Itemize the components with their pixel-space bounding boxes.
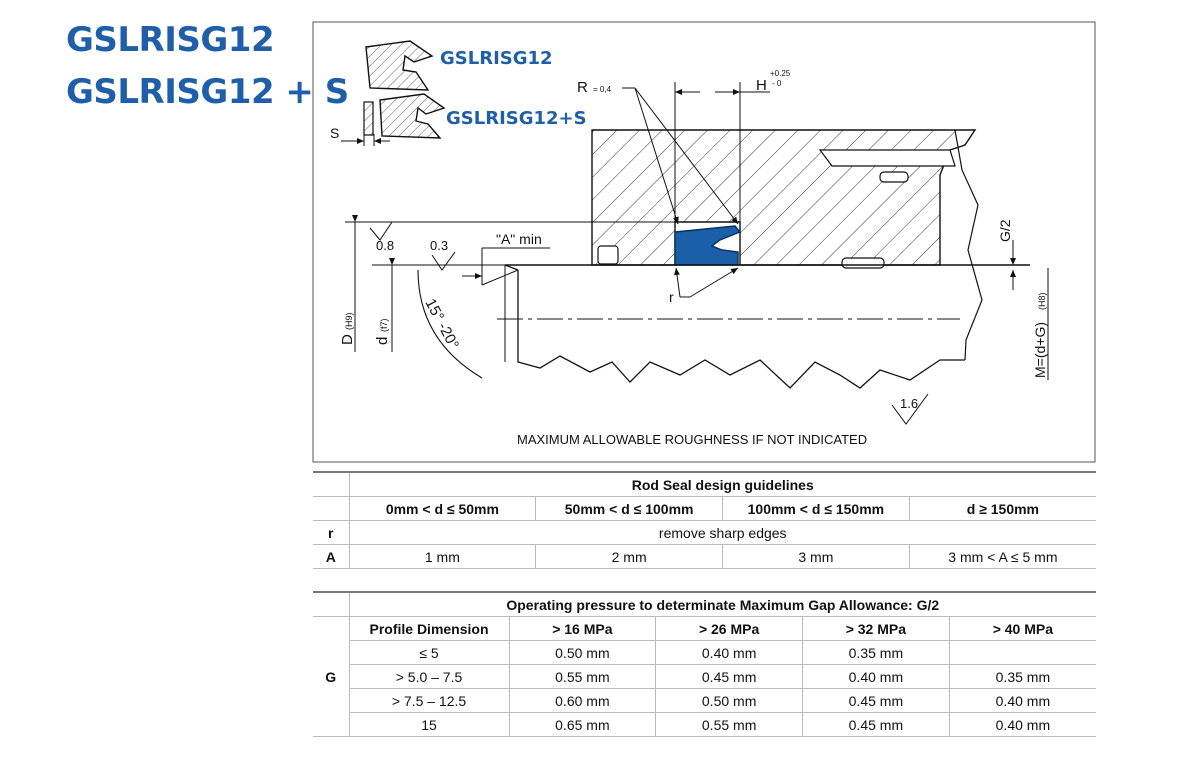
table2-header: > 40 MPa	[949, 617, 1096, 641]
table-row	[313, 713, 1096, 737]
table2-cell: > 5.0 – 7.5	[349, 665, 509, 689]
d-rod-tolerance: (f7)	[379, 318, 389, 332]
h-label: H	[756, 77, 767, 94]
table1-cell: 3 mm	[723, 545, 910, 569]
s-label: S	[330, 125, 340, 141]
table2-cell: 0.50 mm	[656, 689, 803, 713]
table2-header: > 32 MPa	[803, 617, 950, 641]
profile-icon-gslrisg12	[366, 41, 432, 90]
table2-cell: 0.40 mm	[949, 713, 1096, 737]
table1-row-label-r: r	[313, 521, 349, 545]
m-label: M=(d+G)	[1032, 321, 1048, 378]
table2-cell: ≤ 5	[349, 641, 509, 665]
table1-cell: remove sharp edges	[349, 521, 1096, 545]
table2-cell: 0.60 mm	[509, 689, 656, 713]
roughness-08: 0.8	[376, 238, 395, 253]
table1-header: 0mm < d ≤ 50mm	[349, 497, 536, 521]
g-half-label: G/2	[997, 219, 1013, 242]
d-housing-label: D	[339, 334, 356, 345]
roughness-03: 0.3	[430, 238, 449, 253]
table-row	[313, 665, 1096, 689]
gap-allowance-table	[313, 591, 1096, 737]
profile-label-2: GSLRISG12+S	[446, 108, 587, 129]
table2-title: Operating pressure to determinate Maximum Gap Allowance: G/2	[349, 592, 1096, 617]
table2-cell: 0.65 mm	[509, 713, 656, 737]
table2-header: Profile Dimension	[349, 617, 509, 641]
table2-cell: 0.45 mm	[803, 689, 950, 713]
table2-row-label-g: G	[313, 617, 349, 737]
table2-cell: 0.45 mm	[656, 665, 803, 689]
table-row	[313, 689, 1096, 713]
rod	[497, 265, 1030, 388]
roughness-16: 1.6	[900, 396, 919, 411]
table1-header: d ≥ 150mm	[909, 497, 1096, 521]
profile-label-1: GSLRISG12	[440, 48, 553, 69]
d-rod-label: d	[374, 336, 391, 345]
table2-cell: 0.35 mm	[949, 665, 1096, 689]
table1-header: 50mm < d ≤ 100mm	[536, 497, 723, 521]
d-housing-tolerance: (H9)	[344, 312, 354, 330]
main-title-with-s: GSLRISG12 + S	[66, 72, 349, 112]
rod-seal-guidelines-table	[313, 471, 1096, 569]
h-tolerance-minus: - 0	[772, 79, 782, 88]
table1-cell: 1 mm	[349, 545, 536, 569]
table2-cell: 0.35 mm	[803, 641, 950, 665]
chamfer-angle: 15° -20°	[421, 295, 463, 353]
table2-cell: 0.40 mm	[656, 641, 803, 665]
main-title: GSLRISG12	[66, 20, 275, 60]
table2-cell: 0.40 mm	[949, 689, 1096, 713]
table1-cell: 3 mm < A ≤ 5 mm	[909, 545, 1096, 569]
h-tolerance-plus: +0.25	[770, 69, 791, 78]
m-tolerance: (H8)	[1037, 292, 1047, 310]
table1-cell: 2 mm	[536, 545, 723, 569]
table2-cell: 0.55 mm	[656, 713, 803, 737]
table2-cell: 0.45 mm	[803, 713, 950, 737]
table2-cell: 15	[349, 713, 509, 737]
table2-cell: 0.50 mm	[509, 641, 656, 665]
housing	[592, 130, 975, 268]
r-large-value: = 0,4	[593, 85, 612, 94]
table2-cell	[949, 641, 1096, 665]
r-large-label: R	[577, 79, 588, 96]
a-min-label: "A" min	[496, 231, 542, 247]
table-row	[313, 641, 1096, 665]
table2-cell: 0.40 mm	[803, 665, 950, 689]
roughness-note: MAXIMUM ALLOWABLE ROUGHNESS IF NOT INDICATED	[517, 432, 868, 447]
table1-header: 100mm < d ≤ 150mm	[723, 497, 910, 521]
profile-icon-gslrisg12-s	[364, 94, 444, 138]
r-small-label: r	[669, 289, 674, 305]
table2-cell: 0.55 mm	[509, 665, 656, 689]
table1-title: Rod Seal design guidelines	[349, 472, 1096, 497]
seal-profile	[675, 226, 740, 265]
table2-cell: > 7.5 – 12.5	[349, 689, 509, 713]
table1-row-label-a: A	[313, 545, 349, 569]
table2-header: > 16 MPa	[509, 617, 656, 641]
table2-header: > 26 MPa	[656, 617, 803, 641]
